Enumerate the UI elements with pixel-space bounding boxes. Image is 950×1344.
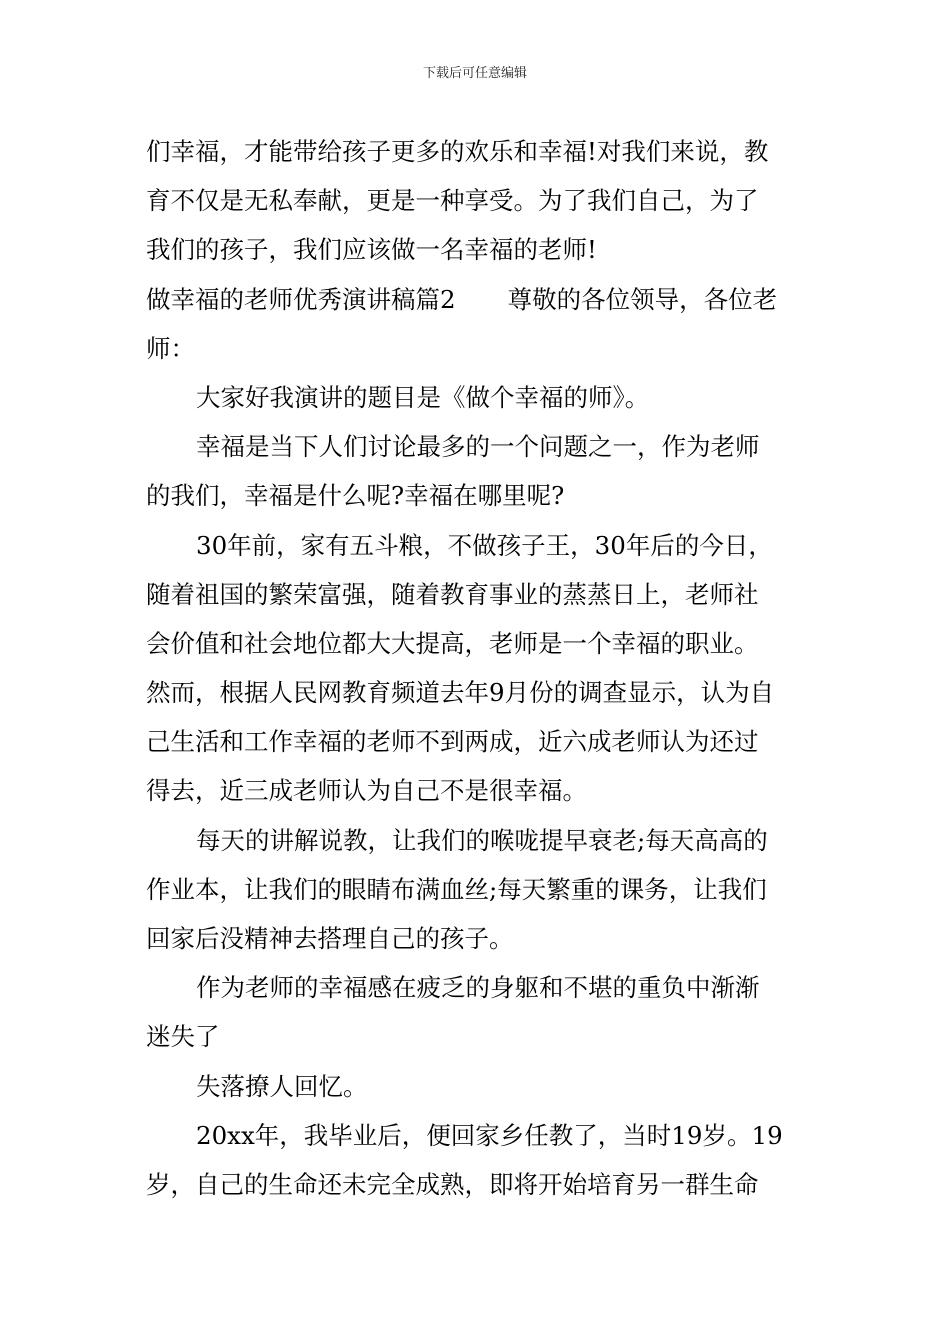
text-line: 作业本，让我们的眼睛布满血丝;每天繁重的课务，让我们: [146, 874, 767, 904]
text-line: 回家后没精神去搭理自己的孩子。: [146, 924, 514, 953]
text-line: 20xx年，我毕业后，便回家乡任教了，当时19岁。19: [196, 1120, 783, 1150]
text-line: 迷失了: [146, 1022, 220, 1052]
text-line: 的我们，幸福是什么呢?幸福在哪里呢?: [146, 481, 565, 511]
text-line: 幸福是当下人们讨论最多的一个问题之一，作为老师: [196, 432, 760, 462]
text-line: 得去，近三成老师认为自己不是很幸福。: [146, 776, 587, 806]
text-line: 大家好我演讲的题目是《做个幸福的师》。: [196, 382, 650, 412]
page-header: 下载后可任意编辑: [422, 66, 527, 81]
text-line: 我们的孩子，我们应该做一名幸福的老师!: [146, 235, 597, 265]
document-body: [146, 127, 808, 1209]
text-line: 随着祖国的繁荣富强，随着教育事业的蒸蒸日上，老师社: [146, 579, 759, 609]
text-line: 会价值和社会地位都大大提高，老师是一个幸福的职业。: [146, 628, 759, 658]
text-line: 岁，自己的生命还未完全成熟，即将开始培育另一群生命: [146, 1169, 759, 1199]
text-line: 失落撩人回忆。: [196, 1071, 368, 1101]
text-line: 30年前，家有五斗粮，不做孩子王，30年后的今日，: [196, 530, 773, 560]
text-line: 己生活和工作幸福的老师不到两成，近六成老师认为还过: [146, 727, 759, 757]
section-title: 做幸福的老师优秀演讲稿篇2: [146, 284, 456, 314]
text-line: 作为老师的幸福感在疲乏的身躯和不堪的重负中渐渐: [196, 973, 760, 1003]
section-title-line: [146, 275, 808, 324]
text-line: 们幸福，才能带给孩子更多的欢乐和幸福!对我们来说，教: [146, 137, 769, 166]
salutation: 尊敬的各位领导，各位老: [507, 284, 778, 314]
text-line: 每天的讲解说教，让我们的喉咙提早衰老;每天高高的: [196, 825, 768, 855]
text-line: 然而，根据人民网教育频道去年9月份的调查显示，认为自: [146, 678, 775, 708]
text-line: 师：: [146, 333, 195, 363]
text-line: 育不仅是无私奉献，更是一种享受。为了我们自己，为了: [146, 186, 759, 216]
